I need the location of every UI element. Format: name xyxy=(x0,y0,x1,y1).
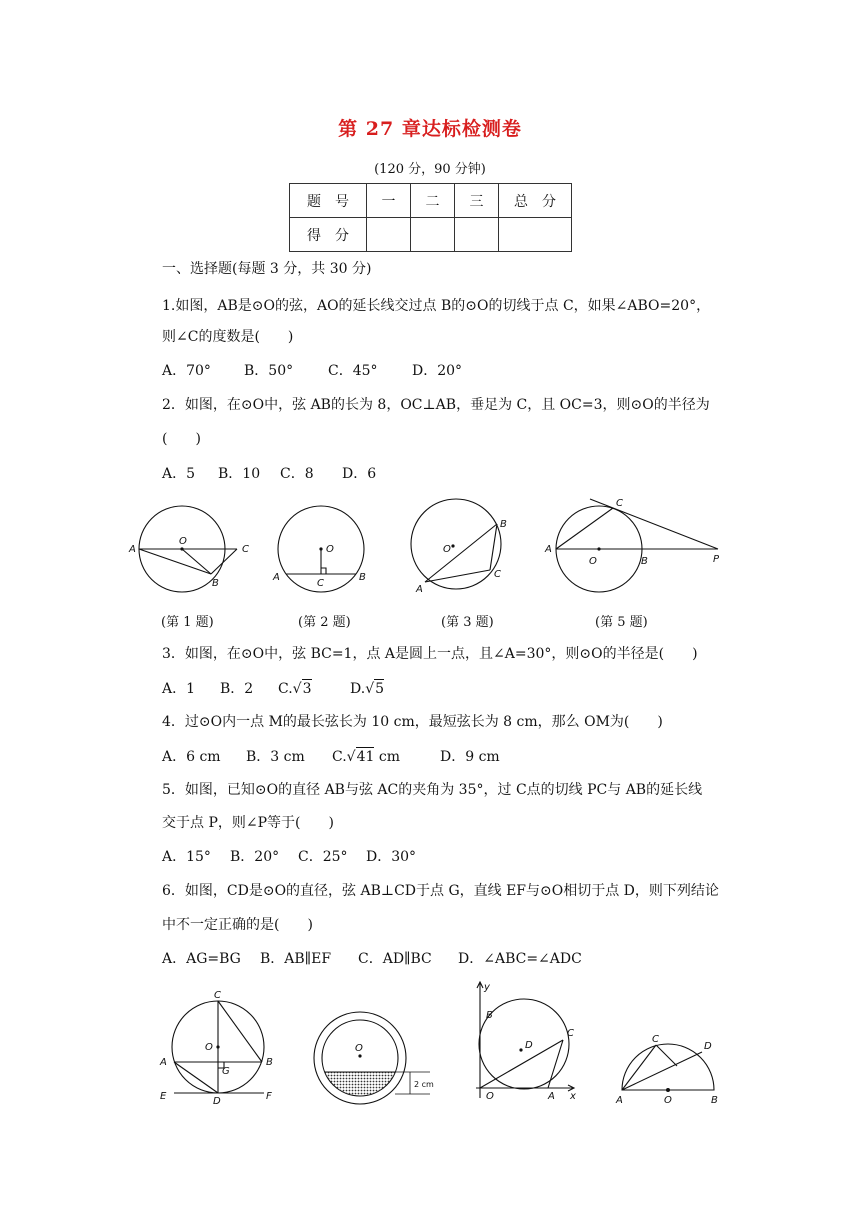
question-1-options xyxy=(162,362,462,380)
option: D．30° xyxy=(366,849,417,865)
point-label: A xyxy=(160,1057,167,1068)
option: A．1 xyxy=(162,681,196,697)
question-2-options xyxy=(162,465,376,483)
question-2-line-1: 2．如图，在⊙O中，弦 AB的长为 8，OC⊥AB，垂足为 C，且 OC=3，则⊙O的半径为 xyxy=(162,397,710,413)
score-cell[interactable] xyxy=(367,218,411,252)
point-label: O xyxy=(355,1043,363,1054)
option: C.√41 cm xyxy=(332,749,400,765)
point-label: C xyxy=(494,569,501,580)
point-label: A xyxy=(545,544,552,555)
option: A．AG=BG xyxy=(162,951,241,967)
radicand: 5 xyxy=(375,681,385,697)
option: B．50° xyxy=(244,363,294,379)
question-5-line-2: 交于点 P，则∠P等于( ) xyxy=(162,815,334,831)
option: C．25° xyxy=(298,849,348,865)
option: D．20° xyxy=(412,363,463,379)
point-label: B xyxy=(486,1010,493,1021)
figure-caption: (第 2 题) xyxy=(298,615,351,630)
option: B．2 xyxy=(220,681,254,697)
point-label: E xyxy=(160,1091,167,1102)
score-table xyxy=(289,183,572,252)
option: D．∠ABC=∠ADC xyxy=(458,951,582,967)
question-3-line-1: 3．如图，在⊙O中，弦 BC=1，点 A是圆上一点，且∠A=30°，则⊙O的半径是( ) xyxy=(162,646,698,662)
point-label: C xyxy=(567,1028,574,1039)
option: A．5 xyxy=(162,466,196,482)
question-1-line-1: 1.如图，AB是⊙O的弦，AO的延长线交过点 B的⊙O的切线于点 C，如果∠ABO=20°， xyxy=(162,298,711,314)
question-4-options xyxy=(162,747,500,766)
point-label: C xyxy=(616,498,623,509)
option: A．15° xyxy=(162,849,211,865)
point-label: D xyxy=(213,1096,221,1107)
point-label: F xyxy=(266,1091,272,1102)
option: B．3 cm xyxy=(246,749,305,765)
option-prefix: C. xyxy=(332,749,347,765)
point-label: C xyxy=(214,990,221,1001)
point-label: A xyxy=(129,544,136,555)
score-header: 一 xyxy=(367,184,411,218)
point-label: D xyxy=(525,1040,533,1051)
point-label: G xyxy=(222,1066,230,1077)
option: D．9 cm xyxy=(440,749,500,765)
option: D.√5 xyxy=(350,681,385,697)
point-label: x xyxy=(570,1091,576,1102)
option: D．6 xyxy=(342,466,377,482)
exam-meta: (120 分，90 分钟) xyxy=(374,162,486,177)
question-4-line-1: 4．过⊙O内一点 M的最长弦长为 10 cm，最短弦长为 8 cm，那么 OM为( ) xyxy=(162,714,663,730)
score-cell[interactable] xyxy=(411,218,455,252)
figure-caption: (第 1 题) xyxy=(161,615,214,630)
point-label: B xyxy=(641,556,648,567)
question-6-options xyxy=(162,950,582,968)
point-label: O xyxy=(486,1091,494,1102)
point-label: A xyxy=(273,572,280,583)
figure-q5 xyxy=(0,490,860,610)
point-label: B xyxy=(266,1057,273,1068)
option-unit: cm xyxy=(378,749,400,765)
score-cell[interactable] xyxy=(455,218,499,252)
point-label: D xyxy=(704,1041,712,1052)
question-5-line-1: 5．如图，已知⊙O的直径 AB与弦 AC的夹角为 35°，过 C点的切线 PC与 AB的延长线 xyxy=(162,782,703,798)
option: C．AD∥BC xyxy=(358,951,432,967)
question-6-line-1: 6．如图，CD是⊙O的直径，弦 AB⊥CD于点 G，直线 EF与⊙O相切于点 D，则下列结论 xyxy=(162,883,719,899)
score-header: 二 xyxy=(411,184,455,218)
point-label: y xyxy=(484,982,490,993)
question-3-options xyxy=(162,679,384,698)
figure-q9 xyxy=(0,980,860,1120)
point-label: O xyxy=(205,1042,213,1053)
question-6-line-2: 中不一定正确的是( ) xyxy=(162,917,313,933)
score-cell[interactable] xyxy=(499,218,572,252)
point-label: A xyxy=(616,1095,623,1106)
option: C．8 xyxy=(280,466,314,482)
score-header: 题 号 xyxy=(290,184,367,218)
question-2-line-2: ( ) xyxy=(162,431,201,447)
point-label: C xyxy=(242,544,249,555)
point-label: O xyxy=(664,1095,672,1106)
option: B．AB∥EF xyxy=(260,951,332,967)
figure-caption: (第 3 题) xyxy=(441,615,494,630)
score-header: 三 xyxy=(455,184,499,218)
radicand: 41 xyxy=(356,749,375,765)
point-label: B xyxy=(500,519,507,530)
option: B．20° xyxy=(230,849,280,865)
option: A．70° xyxy=(162,363,211,379)
score-row-label: 得 分 xyxy=(290,218,367,252)
point-label: A xyxy=(416,584,423,595)
option: C.√3 xyxy=(278,681,312,697)
point-label: A xyxy=(548,1091,555,1102)
point-label: O xyxy=(179,536,187,547)
point-label: O xyxy=(443,544,451,555)
page-title: 第 27 章达标检测卷 xyxy=(338,118,522,140)
option: A．6 cm xyxy=(162,749,221,765)
point-label: O xyxy=(589,556,597,567)
option-prefix: C. xyxy=(278,681,293,697)
option: C．45° xyxy=(328,363,378,379)
point-label: B xyxy=(212,578,219,589)
point-label: O xyxy=(326,544,334,555)
point-label: P xyxy=(713,554,720,565)
question-5-options xyxy=(162,848,416,866)
question-1-line-2: 则∠C的度数是( ) xyxy=(162,329,294,345)
point-label: C xyxy=(317,578,324,589)
point-label: B xyxy=(359,572,366,583)
option-prefix: D. xyxy=(350,681,366,697)
score-header: 总 分 xyxy=(499,184,572,218)
option: B．10 xyxy=(218,466,261,482)
radicand: 3 xyxy=(302,681,312,697)
point-label: C xyxy=(652,1034,659,1045)
point-label: B xyxy=(711,1095,718,1106)
section-heading: 一、选择题(每题 3 分，共 30 分) xyxy=(162,261,372,277)
figure-caption: (第 5 题) xyxy=(595,615,648,630)
dimension-label: 2 cm xyxy=(414,1080,434,1089)
